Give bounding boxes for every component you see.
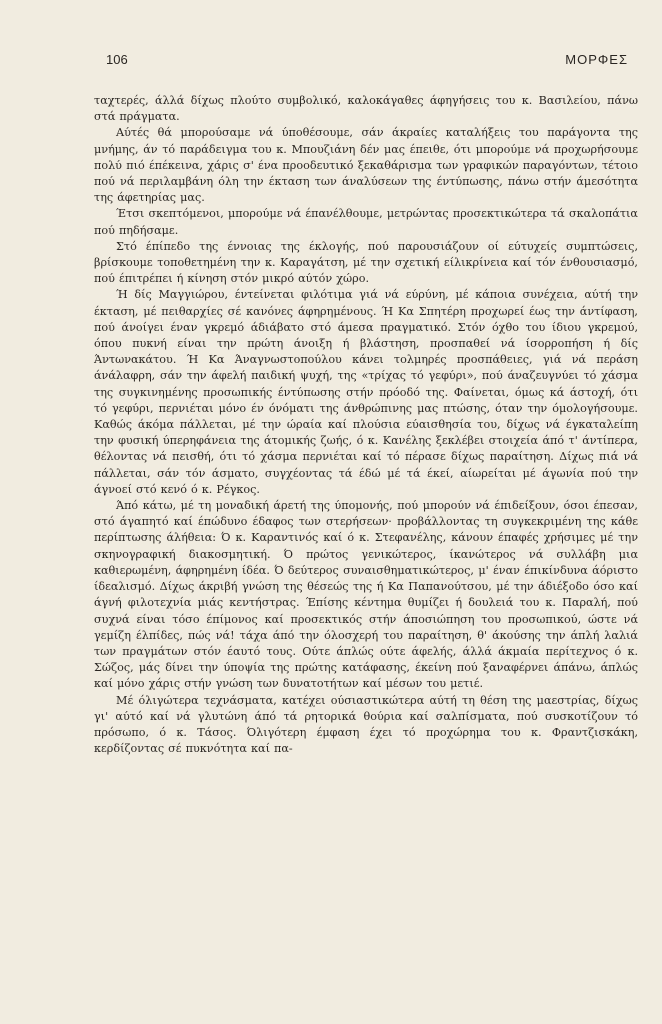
paragraph: Ή δίς Μαγγιώρου, έντείνεται φιλότιμα γιά νά εύρύνη, μέ κάποια συνέχεια, αύτή την έκταση, μέ πειθαρχίες σέ κανόνες άφηρημένους. Ή Κα Σπητέρη προχωρεί έως την άντίφαση, πού άνοίγει έναν γκρεμό άδιάβατο στό άμεσα πραγματικό. Στόν όχθο του ίδιου γκρεμού, όπου πυκνή είναι την πρώτη άνοιξη ή βλάστηση, προσπαθεί νά ίσορροπήση ή δίς Άντωνακάτου. Ή Κα Άναγνωστοπούλου κάνει τολμηρές προσπάθειες, γιά νά περάση άνάλαφρη, σάν την άφελή παιδική ψυχή, της «τρίχας τό γεφύρι», πού άναζευγνύει τό χάσμα της συγκινημένης προσωπικής έντύπωσης στήν πρόοδό της. Φαίνεται, όμως κά άστοχή, ότι τό γεφύρι, περνιέται μόνο έν όνόματι της άνθρώπινης μας πτώσης, όταν την όμολογήσουμε. Καθώς άκόμα πάλλεται, μέ την ώραία καί πλούσια εύαισθησία του, δίχως νά έγκαταλείπη την φυσική ύπερηφάνεια της άτομικής ζωής, ό κ. Κανέλης ξεκλέβει στοιχεία άπό τ' άντίπερα, θέλοντας νά πεισθή, ότι τό χάσμα περνιέται καί τό πέρασε δίχως παραίτηση. Δίχως πιά νά πάλλεται, σάν τόν άσματο, συγχέοντας τά έδώ μέ τά έκεί, αίωρείται μέ άγωνία πού την άγνοεί στό κενό ό κ. Ρέγκος.	[94, 288, 638, 496]
paragraph: Άπό κάτω, μέ τη μοναδική άρετή της ύπομονής, πού μπορούν νά έπιδείξουν, όσοι έπεσαν, στό άγαπητό καί έπώδυνο έδαφος των στερήσεων· προβάλλοντας τη συγκεκριμένη της κάθε περίπτωσης άλήθεια: Ό κ. Καραντινός καί ό κ. Στεφανέλης, κάνουν έπαφές χρήσιμες μέ την σκηνογραφική διακοσμητική. Ό πρώτος γενικώτερος, ίκανώτερος νά συλλάβη μια καθιερωμένη, άφηρημένη ίδέα. Ό δεύτερος συναισθηματικώτερος, μ' έναν έπικίνδυνα άόριστο ίδεαλισμό. Δίχως άκριβή γνώση της θέσεώς της ή Κα Παπανούτσου, μέ την άδιέξοδο όσο καί άγνή φιλοτεχνία μιάς κεντήστρας. Έπίσης κέντημα θυμίζει ή δουλειά του κ. Παραλή, πού συχνά είναι τόσο έπίμονος καί προσεκτικός στήν άποσιώπηση του προσωπικού, ώστε νά γεμίζη έλπίδες, πώς νά! τάχα άπό την όλοσχερή του παραίτηση, θ' άκούσης την άπλή λαλιά των πραγμάτων στόν έαυτό τους. Ούτε άπλώς ούτε άφελής, άλλά άκμαία περίτεχνος ό κ. Σώζος, μάς δίνει την ύποψία της πρώτης κατάφασης, έκείνη πού ξαναφέρνει άπάνω, άπλώς καί μόνο χάρις στήν γνώση των δυνατοτήτων καί μέσων του μετιέ.	[94, 499, 638, 691]
paragraph: Αύτές θά μπορούσαμε νά ύποθέσουμε, σάν άκραίες καταλήξεις του παράγοντα της μνήμης, άν τό παράδειγμα του κ. Μπουζιάνη δέν μας έπειθε, ότι μπορούμε νά προχωρήσουμε πολύ πιό έπέκεινα, χάρις σ' ένα προοδευτικό ξεκαθάρισμα των γραφικών παραγόντων, τέτοιο πού νά περιλαμβάνη όλη την έκταση των άναλύσεων της έντύπωσης, πάνω στήν άμεσότητα της άφετηρίας μας.	[94, 126, 638, 205]
paragraph: ταχτερές, άλλά δίχως πλούτο συμβολικό, καλοκάγαθες άφηγήσεις του κ. Βασιλείου, πάνω στά πράγματα.	[94, 94, 638, 124]
page-header	[106, 52, 628, 67]
paragraph: Έτσι σκεπτόμενοι, μπορούμε νά έπανέλθουμε, μετρώντας προσεκτικώτερα τά σκαλοπάτια πού πηδήσαμε.	[94, 207, 638, 237]
page-number: 106	[106, 52, 128, 67]
body-text	[94, 93, 638, 757]
paragraph: Στό έπίπεδο της έννοιας της έκλογής, πού παρουσιάζουν οί εύτυχείς συμπτώσεις, βρίσκουμε τοποθετημένη την κ. Καραγάτση, μέ την σχετική είλικρίνεια καί τόν ένθουσιασμό, πού έπιτρέπει ή κίνηση στόν μικρό αύτόν χώρο.	[94, 239, 638, 286]
paragraph: Μέ όλιγώτερα τεχνάσματα, κατέχει ούσιαστικώτερα αύτή τη θέση της μαεστρίας, δίχως γι' αύτό καί νά γλυτώνη άπό τά ρητορικά θούρια καί σαλπίσματα, πού συσκοτίζουν τό πρόσωπο, ό κ. Τάσος. Όλιγότερη έμφαση έχει τό προχώρημα του κ. Φραντζισκάκη, κερδίζοντας σέ πυκνότητα καί πα-	[94, 693, 638, 756]
running-title: ΜΟΡΦΕΣ	[565, 52, 628, 67]
